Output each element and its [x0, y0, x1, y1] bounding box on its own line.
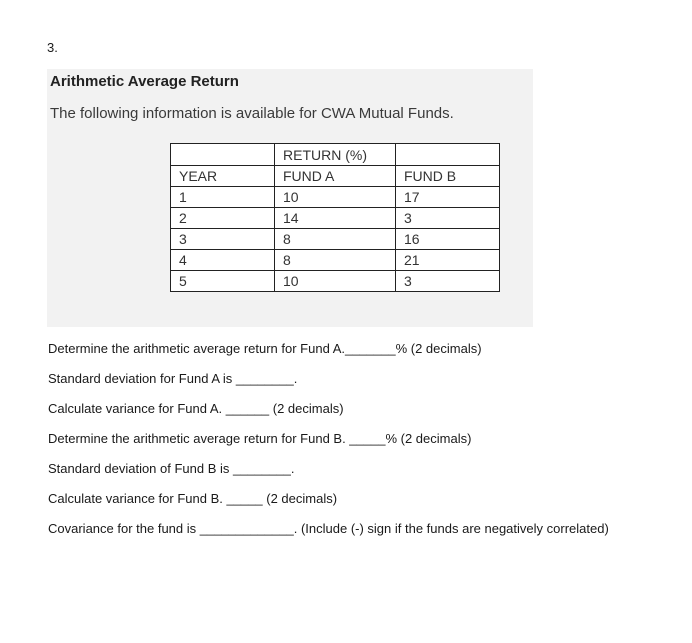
- fund-a-cell: 14: [275, 208, 396, 229]
- fund-a-cell: 10: [275, 271, 396, 292]
- question-fund-b-average: Determine the arithmetic average return for Fund B. _____% (2 decimals): [48, 431, 472, 446]
- empty-header-cell: [171, 144, 275, 166]
- table-row: [171, 208, 500, 229]
- fund-a-cell: 8: [275, 250, 396, 271]
- question-fund-b-variance: Calculate variance for Fund B. _____ (2 decimals): [48, 491, 338, 506]
- question-fund-a-average: Determine the arithmetic average return for Fund A._______% (2 decimals): [48, 341, 482, 356]
- empty-header-cell: [396, 144, 500, 166]
- table-header-row: [171, 144, 500, 166]
- question-number: 3.: [47, 40, 58, 55]
- section-title: Arithmetic Average Return: [50, 73, 239, 90]
- year-cell: 3: [171, 229, 275, 250]
- year-column-header: YEAR: [171, 166, 275, 187]
- fund-b-cell: 3: [396, 208, 500, 229]
- table-row: [171, 271, 500, 292]
- table-row: [171, 187, 500, 208]
- question-fund-a-std-dev: Standard deviation for Fund A is ________.: [48, 371, 298, 386]
- year-cell: 4: [171, 250, 275, 271]
- fund-b-cell: 3: [396, 271, 500, 292]
- fund-b-column-header: FUND B: [396, 166, 500, 187]
- question-covariance: Covariance for the fund is _____________. (Include (-) sign if the funds are negatively correlated): [48, 521, 609, 536]
- fund-b-cell: 16: [396, 229, 500, 250]
- fund-a-column-header: FUND A: [275, 166, 396, 187]
- returns-table: [170, 143, 500, 292]
- intro-text: The following information is available for CWA Mutual Funds.: [50, 105, 454, 122]
- year-cell: 2: [171, 208, 275, 229]
- fund-a-cell: 8: [275, 229, 396, 250]
- fund-a-cell: 10: [275, 187, 396, 208]
- table-column-row: [171, 166, 500, 187]
- fund-b-cell: 21: [396, 250, 500, 271]
- year-cell: 5: [171, 271, 275, 292]
- table-row: [171, 250, 500, 271]
- question-fund-a-variance: Calculate variance for Fund A. ______ (2 decimals): [48, 401, 344, 416]
- info-panel: [47, 69, 533, 327]
- table-row: [171, 229, 500, 250]
- question-fund-b-std-dev: Standard deviation of Fund B is ________.: [48, 461, 295, 476]
- fund-b-cell: 17: [396, 187, 500, 208]
- year-cell: 1: [171, 187, 275, 208]
- return-header: RETURN (%): [275, 144, 396, 166]
